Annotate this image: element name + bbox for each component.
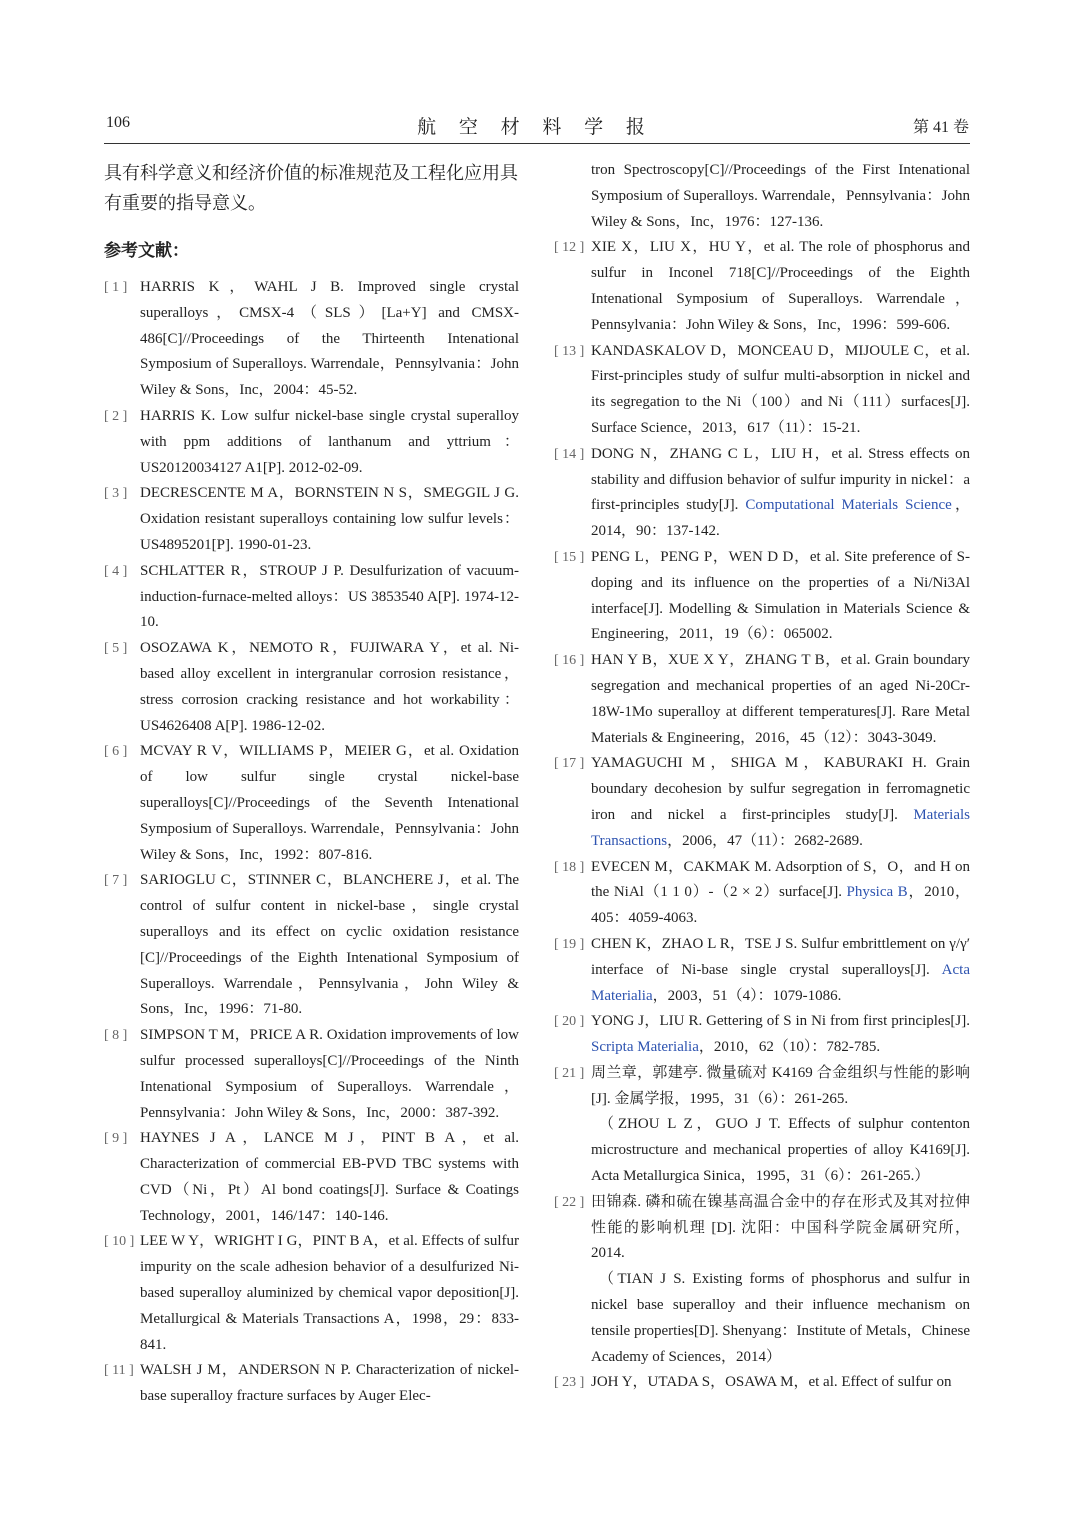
journal-link[interactable]: Scripta Materialia xyxy=(591,1039,699,1056)
reference-continuation: tron Spectroscopy[C]//Proceedings of the First Intenational Symposium of Superalloys. Warrendale，Pennsylvania：John Wiley & Sons，Inc，1976：127-136. xyxy=(591,162,970,230)
reference-number: [ 4 ] xyxy=(104,563,128,579)
header-rule xyxy=(104,143,970,144)
reference-item xyxy=(554,751,970,854)
reference-text: XIE X，LIU X，HU Y，et al. The role of phosphorus and sulfur in Inconel 718[C]//Proceedings of the Eighth Intenational Symposium of Superalloys. Warrendale，Pennsylvania：John Wiley & Sons，Inc，1996：599-606. xyxy=(591,239,970,333)
reference-number: [ 19 ] xyxy=(554,936,585,952)
references-list-right xyxy=(554,235,970,1396)
reference-text: WALSH J M，ANDERSON N P. Characterization of nickel-base superalloy fracture surfaces by Auger Elec- xyxy=(140,1362,519,1405)
reference-number: [ 11 ] xyxy=(104,1363,134,1379)
reference-number: [ 2 ] xyxy=(104,408,128,424)
reference-number: [ 23 ] xyxy=(554,1375,585,1391)
journal-link[interactable]: Physica B xyxy=(846,884,908,901)
journal-title: 航 空 材 料 学 报 xyxy=(417,117,654,138)
reference-number: [ 17 ] xyxy=(554,756,585,772)
reference-translation: （TIAN J S. Existing forms of phosphorus and sulfur in nickel base superalloy and their influence mechanism on tensile properties[D]. Shenyang：Institute of Metals，Chinese Academy of Sciences，2014） xyxy=(591,1271,970,1365)
references-heading: 参考文献： xyxy=(104,241,189,261)
reference-text: HARRIS K，WAHL J B. Improved single crystal superalloys，CMSX-4（SLS）[La+Y] and CMSX-486[C]//Proceedings of the Thirteenth Intenational Symposium of Superalloys. Warrendale，Pennsylvania：John Wiley & Sons，Inc，2004：45-52. xyxy=(140,279,519,399)
reference-tail: ，2014，90：137-142. xyxy=(591,497,970,540)
reference-text: SCHLATTER R，STROUP J P. Desulfurization of vacuum-induction-furnace-melted alloys：US 3853540 A[P]. 1974-12-10. xyxy=(140,562,519,631)
reference-item xyxy=(104,559,519,636)
reference-number: [ 14 ] xyxy=(554,446,585,462)
reference-item xyxy=(104,1229,519,1358)
reference-text: DECRESCENTE M A，BORNSTEIN N S，SMEGGIL J G. Oxidation resistant superalloys containing low sulfur levels：US4895201[P]. 1990-01-23. xyxy=(140,485,519,553)
reference-text: 周兰章，郭建亭. 微量硫对 K4169 合金组织与性能的影响 [J]. 金属学报，1995，31（6）：261-265. xyxy=(591,1064,970,1107)
reference-item xyxy=(554,855,970,932)
reference-number: [ 18 ] xyxy=(554,859,585,875)
journal-link[interactable]: Materials Transactions xyxy=(591,806,970,849)
reference-tail: ，2010，62（10）：782-785. xyxy=(698,1039,881,1056)
reference-number: [ 1 ] xyxy=(104,280,128,295)
reference-number: [ 8 ] xyxy=(104,1028,128,1044)
journal-link[interactable]: Acta Materialia xyxy=(591,961,970,1004)
reference-text: EVECEN M，CAKMAK M. Adsorption of S，O，and H on the NiAl（1 1 0）-（2 × 2）surface[J]. xyxy=(591,858,970,901)
right-column xyxy=(554,158,970,1396)
journal-link[interactable]: Computational Materials Science xyxy=(745,497,952,514)
reference-text: KANDASKALOV D，MONCEAU D，MIJOULE C，et al. First-principles study of sulfur multi-absorption in nickel and its segregation to the Ni（100）and Ni（111）surfaces[J]. Surface Science，2013，617（11）：15-21. xyxy=(591,342,970,436)
reference-item xyxy=(104,1126,519,1229)
reference-item xyxy=(554,648,970,751)
reference-item xyxy=(554,235,970,338)
reference-text: SARIOGLU C，STINNER C，BLANCHERE J，et al. The control of sulfur content in nickel-base，single crystal superalloys and its effect on cyclic oxidation resistance [C]//Proceedings of the Eighth Intenational Symposium of Superalloys. Warrendale，Pennsylvania，John Wiley & Sons，Inc，1996：71-80. xyxy=(140,872,519,1018)
reference-number: [ 12 ] xyxy=(554,240,585,256)
reference-tail: ，2010，405：4059-4063. xyxy=(591,884,971,927)
reference-text: HAYNES J A，LANCE M J，PINT B A，et al. Characterization of commercial EB-PVD TBC systems with CVD（Ni，Pt）Al bond coatings[J]. Surface & Coatings Technology，2001，146/147：140-146. xyxy=(140,1130,519,1224)
reference-number: [ 5 ] xyxy=(104,641,128,657)
reference-text: HARRIS K. Low sulfur nickel-base single crystal superalloy with ppm additions of lanthanum and yttrium：US20120034127 A1[P]. 2012-02-09. xyxy=(140,407,519,476)
reference-text: YONG J，LIU R. Gettering of S in Ni from first principles[J]. xyxy=(591,1013,970,1030)
reference-number: [ 10 ] xyxy=(104,1234,135,1250)
reference-number: [ 15 ] xyxy=(554,549,585,565)
reference-item xyxy=(104,739,519,868)
reference-item xyxy=(554,545,970,648)
reference-tail: ，2003，51（4）：1079-1086. xyxy=(652,987,842,1004)
reference-number: [ 3 ] xyxy=(104,486,128,502)
reference-item xyxy=(554,1370,970,1396)
reference-item xyxy=(554,442,970,545)
reference-item xyxy=(554,1009,970,1061)
references-list-left xyxy=(104,275,519,1410)
reference-number: [ 9 ] xyxy=(104,1131,128,1147)
reference-text: HAN Y B，XUE X Y，ZHANG T B，et al. Grain boundary segregation and mechanical properties of an aged Ni-20Cr-18W-1Mo superalloy at different temperatures[J]. Rare Metal Materials & Engineering，2016，45（12）：3043-3049. xyxy=(591,652,970,746)
reference-item xyxy=(554,1061,970,1190)
reference-text: 田锦森. 磷和硫在镍基高温合金中的存在形式及其对拉伸性能的影响机理 [D]. 沈阳：中国科学院金属研究所，2014. xyxy=(591,1193,970,1262)
reference-text: OSOZAWA K，NEMOTO R，FUJIWARA Y，et al. Ni-based alloy excellent in intergranular corrosion resistance，stress corrosion cracking resistance and hot workability：US4626408 A[P]. 1986-12-02. xyxy=(140,640,519,734)
reference-tail: ，2006，47（11）：2682-2689. xyxy=(667,832,863,849)
left-column xyxy=(104,158,519,1410)
reference-item xyxy=(104,275,519,404)
page-number: 106 xyxy=(106,114,130,131)
reference-item xyxy=(104,1358,519,1410)
reference-number: [ 6 ] xyxy=(104,744,128,760)
reference-item xyxy=(104,404,519,481)
reference-translation: （ZHOU L Z，GUO J T. Effects of sulphur contenton microstructure and mechanical properties of alloy K4169[J]. Acta Metallurgica Sinica，1995，31（6）：261-265.） xyxy=(591,1116,970,1185)
reference-text: YAMAGUCHI M，SHIGA M，KABURAKI H. Grain boundary decohesion by sulfur segregation in ferromagnetic iron and nickel a first-principles study[J]. xyxy=(591,755,970,823)
reference-text: CHEN K，ZHAO L R，TSE J S. Sulfur embrittlement on γ/γ′ interface of Ni-base single crystal superalloys[J]. xyxy=(591,935,970,978)
reference-item xyxy=(104,1023,519,1126)
reference-number: [ 22 ] xyxy=(554,1194,585,1210)
reference-number: [ 7 ] xyxy=(104,873,128,889)
reference-item xyxy=(554,339,970,442)
reference-text: DONG N，ZHANG C L，LIU H，et al. Stress effects on stability and diffusion behavior of sulfur impurity in nickel：a first-principles study[J]. xyxy=(591,445,970,514)
reference-text: PENG L，PENG P，WEN D D，et al. Site preference of S-doping and its influence on the properties of a Ni/Ni3Al interface[J]. Modelling & Simulation in Materials Science & Engineering，2011，19（6）：065002. xyxy=(591,548,970,643)
reference-item xyxy=(554,932,970,1009)
reference-number: [ 21 ] xyxy=(554,1065,585,1081)
reference-number: [ 16 ] xyxy=(554,653,585,669)
volume-label: 第 41 卷 xyxy=(912,119,969,136)
reference-text: SIMPSON T M，PRICE A R. Oxidation improvements of low sulfur processed superalloys[C]//Proceedings of the Ninth Intenational Symposium of Superalloys. Warrendale，Pennsylvania：John Wiley & Sons，Inc，2000：387-392. xyxy=(140,1027,519,1121)
reference-text: MCVAY R V，WILLIAMS P，MEIER G，et al. Oxidation of low sulfur single crystal nickel-base superalloys[C]//Proceedings of the Seventh Intenational Symposium of Superalloys. Warrendale，Pennsylvania：John Wiley & Sons，Inc，1992：807-816. xyxy=(140,743,519,863)
intro-paragraph: 具有科学意义和经济价值的标准规范及工程化应用具有重要的指导意义。 xyxy=(104,163,518,213)
reference-number: [ 13 ] xyxy=(554,343,585,359)
reference-item xyxy=(554,1190,970,1371)
reference-item xyxy=(104,636,519,739)
reference-text: LEE W Y，WRIGHT I G，PINT B A，et al. Effects of sulfur impurity on the scale adhesion behavior of a desulfurized Ni-based superalloy aluminized by chemical vapor deposition[J]. Metallurgical & Materials Transactions A，1998，29：833-841. xyxy=(140,1233,519,1353)
reference-item xyxy=(104,868,519,1023)
reference-number: [ 20 ] xyxy=(554,1014,585,1030)
reference-text: JOH Y，UTADA S，OSAWA M，et al. Effect of sulfur on xyxy=(591,1374,952,1391)
reference-item xyxy=(104,481,519,558)
